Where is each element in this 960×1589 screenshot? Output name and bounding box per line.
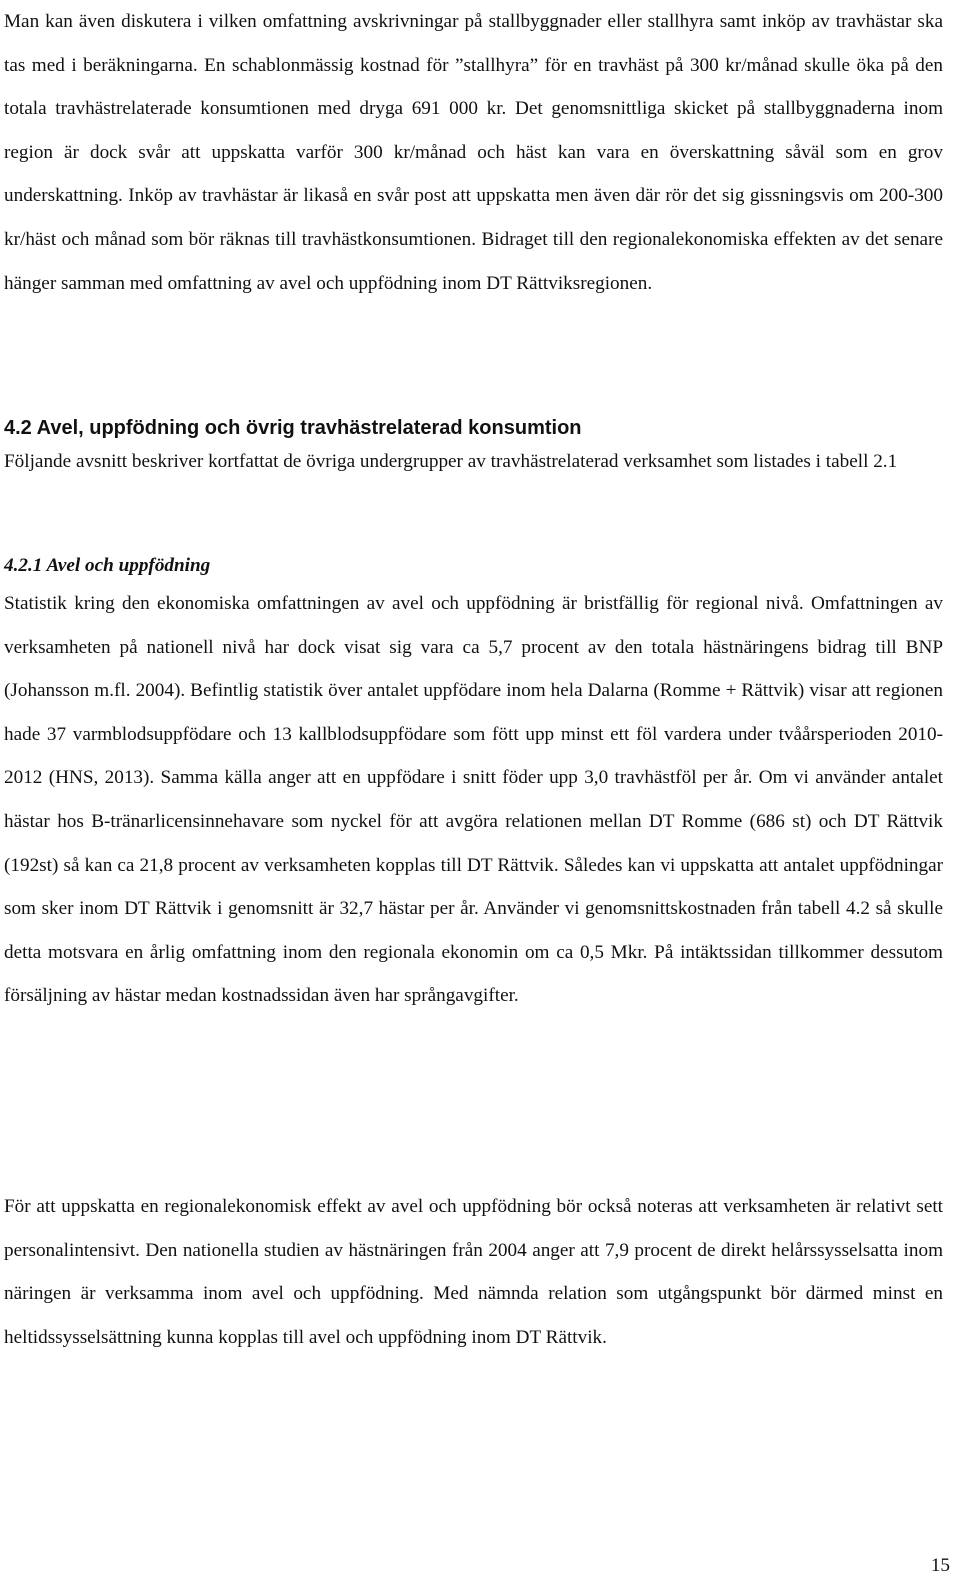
section-intro-paragraph: Följande avsnitt beskriver kortfattat de övriga undergrupper av travhästrelaterad verksamhet som listades i tabell 2.1 bbox=[4, 451, 898, 472]
body-paragraph: För att uppskatta en regionalekonomisk effekt av avel och uppfödning bör också noteras att verksamheten är relativt sett personalintensivt. Den nationella studien av hästnäringen från 2004 anger att 7,9 procent de direkt helårssysselsatta inom näringen är verksamma inom avel och uppfödning. Med nämnda relation som utgångspunkt bör därmed minst en heltidssysselsättning kunna kopplas till avel och uppfödning inom DT Rättvik. bbox=[4, 1196, 943, 1348]
body-paragraph: Statistik kring den ekonomiska omfattningen av avel och uppfödning är bristfällig för regional nivå. Omfattningen av verksamheten på nationell nivå har dock visat sig vara ca 5,7 procent av den totala hästnäringens bidrag till BNP (Johansson m.fl. 2004). Befintlig statistik över antalet uppfödare inom hela Dalarna (Romme + Rättvik) visar att regionen hade 37 varmblodsuppfödare och 13 kallblodsuppfödare som fött upp minst ett föl vardera under tvåårsperioden 2010-2012 (HNS, 2013). Samma källa anger att en uppfödare i snitt föder upp 3,0 travhästföl per år. Om vi använder antalet hästar hos B-tränarlicensinnehavare som nyckel för att avgöra relationen mellan DT Romme (686 st) och DT Rättvik (192st) så kan ca 21,8 procent av verksamheten kopplas till DT Rättvik. Således kan vi uppskatta att antalet uppfödningar som sker inom DT Rättvik i genomsnitt är 32,7 hästar per år. Använder vi genomsnittskostnaden från tabell 4.2 så skulle detta motsvara en årlig omfattning inom den regionala ekonomin om ca 0,5 Mkr. På intäktssidan tillkommer dessutom försäljning av hästar medan kostnadssidan även har språngavgifter. bbox=[4, 593, 943, 1007]
section-heading: 4.2 Avel, uppfödning och övrig travhästrelaterad konsumtion bbox=[4, 417, 582, 439]
subsection-heading: 4.2.1 Avel och uppfödning bbox=[4, 555, 211, 576]
page-number: 15 bbox=[930, 1555, 950, 1576]
body-paragraph: Man kan även diskutera i vilken omfattning avskrivningar på stallbyggnader eller stallhyra samt inköp av travhästar ska tas med i beräkningarna. En schablonmässig kostnad för ”stallhyra” för en travhäst på 300 kr/månad skulle öka på den totala travhästrelaterade konsumtionen med dryga 691 000 kr. Det genomsnittliga skicket på stallbyggnaderna inom region är dock svår att uppskatta varför 300 kr/månad och häst kan vara en överskattning såväl som en grov underskattning. Inköp av travhästar är likaså en svår post att uppskatta men även där rör det sig gissningsvis om 200-300 kr/häst och månad som bör räknas till travhästkonsumtionen. Bidraget till den regionalekonomiska effekten av det senare hänger samman med omfattning av avel och uppfödning inom DT Rättviksregionen. bbox=[4, 11, 943, 294]
